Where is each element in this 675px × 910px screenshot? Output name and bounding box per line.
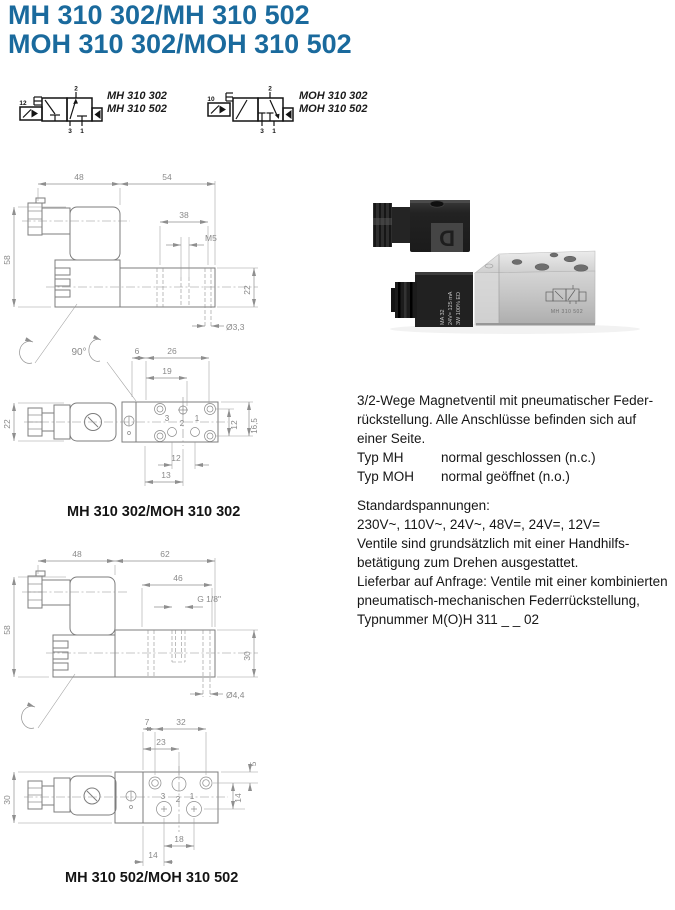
moh-circuit-symbol — [200, 84, 296, 134]
mh-spring-icon — [34, 97, 42, 105]
connector-screw-icon — [430, 201, 444, 207]
page-title-line2: MOH 310 302/MOH 310 502 — [8, 29, 352, 59]
drawing2-caption: MH 310 502/MOH 310 502 — [65, 870, 239, 886]
d1-dim-38: 38 — [179, 210, 189, 220]
d1-dim-22side: 22 — [242, 285, 252, 295]
moh-port2-label: 2 — [268, 85, 272, 93]
mh-pilot-box — [20, 107, 42, 120]
d1-dim-54: 54 — [162, 172, 172, 182]
drawing1-caption: MH 310 302/MOH 310 302 — [67, 504, 241, 520]
d1-dim-22top: 22 — [2, 419, 12, 429]
d2-dim-dia44: Ø4,4 — [226, 690, 245, 700]
mh-pilot-label: 12 — [19, 100, 27, 107]
d1-dim-dia33: Ø3,3 — [226, 322, 245, 332]
d2-dim-32: 32 — [176, 717, 186, 727]
d1-dim-58: 58 — [2, 255, 12, 265]
drawing-mh310502 — [0, 540, 265, 870]
moh-port1-label: 1 — [272, 128, 276, 135]
gland-body — [392, 207, 410, 243]
d2-dim-48: 48 — [72, 549, 82, 559]
d2-rotation-note — [22, 674, 75, 728]
emblem-letter: D — [439, 226, 455, 251]
d1-side-dims — [2, 172, 258, 332]
mh-circuit-symbol — [10, 84, 106, 134]
d1-dim-19: 19 — [162, 366, 172, 376]
d2-dim-18: 18 — [174, 834, 184, 844]
svg-text:3W 100% ED: 3W 100% ED — [456, 291, 462, 325]
d1-port1-label: 1 — [194, 414, 200, 423]
type-mh-value: normal geschlossen (n.c.) — [441, 450, 596, 465]
d2-dim-14b: 14 — [148, 850, 158, 860]
svg-text:MA 32: MA 32 — [440, 309, 446, 325]
svg-text:24V= 125 mA: 24V= 125 mA — [448, 291, 454, 325]
d1-dim-6: 6 — [134, 346, 140, 356]
d2-dim-58: 58 — [2, 625, 12, 635]
d2-dim-g18: G 1/8" — [197, 594, 221, 604]
d1-rotation-note — [20, 304, 136, 401]
d1-dim-12b: 12 — [171, 453, 181, 463]
d2-dim-30top: 30 — [2, 795, 12, 805]
mh-port3-label: 3 — [68, 128, 72, 135]
photo-body-label: MH 310 502 — [550, 309, 584, 315]
mh-symbol-label: MH 310 302 MH 310 502 — [107, 90, 167, 115]
d1-dim-26: 26 — [167, 346, 177, 356]
product-photo — [365, 178, 665, 336]
moh-symbol-label: MOH 310 302 MOH 310 502 — [299, 90, 368, 115]
description-block — [357, 391, 671, 629]
d2-dim-23: 23 — [156, 737, 166, 747]
page-title-line1: MH 310 302/MH 310 502 — [8, 0, 310, 30]
d2-port1-label: 1 — [189, 792, 195, 801]
d1-dim-m5: M5 — [205, 233, 217, 243]
d1-dim-13: 13 — [161, 470, 171, 480]
d1-dim-165: 16,5 — [250, 418, 259, 434]
d2-dim-46: 46 — [173, 573, 183, 583]
type-moh-label: Typ MOH — [357, 469, 415, 484]
mh-pilot-arrow — [32, 110, 39, 118]
d2-dim-5: 5 — [248, 761, 258, 767]
d1-dim-48: 48 — [74, 172, 84, 182]
d2-dim-62: 62 — [160, 549, 170, 559]
mh-port2-label: 2 — [74, 85, 78, 93]
type-row-moh — [357, 467, 671, 486]
moh-pilot-arrow — [220, 106, 227, 114]
d1-top-view — [24, 397, 228, 446]
d1-dim-12r: 12 — [229, 420, 239, 430]
d2-dim-30side: 30 — [242, 651, 252, 661]
moh-spring-icon — [226, 93, 233, 101]
valve-block — [475, 251, 595, 326]
mh-return-arrow — [95, 110, 101, 119]
on-request-paragraph: Lieferbar auf Anfrage: Ventile mit einer kombinierten pneumatisch-mechanischen Federrückstellung, Typnummer M(O)H 311 _ _ 02 — [357, 574, 668, 627]
intro-paragraph: 3/2-Wege Magnetventil mit pneumatischer Feder- rückstellung. Alle Anschlüsse befinden sich auf einer Seite. — [357, 393, 654, 446]
d1-rotation-label: 90° — [71, 347, 87, 358]
d2-side-view — [22, 571, 258, 697]
drawing-mh310302 — [0, 165, 265, 500]
voltages-paragraph: Standardspannungen: 230V~, 110V~, 24V~, 48V=, 24V=, 12V= — [357, 498, 600, 532]
moh-pilot-box — [208, 103, 230, 116]
moh-pilot-label: 10 — [207, 96, 215, 103]
d2-dim-7: 7 — [144, 717, 150, 727]
type-mh-label: Typ MH — [357, 450, 404, 465]
moh-return-arrow — [286, 110, 292, 119]
d1-port3-label: 3 — [164, 414, 170, 423]
d2-top-view — [24, 766, 228, 832]
voltages-list: 230V~, 110V~, 24V~, 48V=, 24V=, 12V= — [357, 517, 600, 532]
d1-port2-label: 2 — [179, 419, 185, 428]
mh-port1-label: 1 — [80, 128, 84, 135]
d2-port3-label: 3 — [160, 792, 166, 801]
solenoid-coil — [373, 200, 473, 327]
d2-port2-label: 2 — [175, 795, 181, 804]
type-row-mh — [357, 448, 671, 467]
moh-port3-label: 3 — [260, 128, 264, 135]
d2-top-dims — [2, 717, 258, 866]
d2-dim-14r: 14 — [233, 793, 243, 803]
manual-override-paragraph: Ventile sind grundsätzlich mit einer Handhilfs- betätigung zum Drehen ausgestattet. — [357, 536, 630, 570]
type-table — [357, 448, 671, 486]
d1-side-view — [22, 198, 258, 328]
page-title — [8, 1, 352, 59]
type-moh-value: normal geöffnet (n.o.) — [441, 469, 570, 484]
